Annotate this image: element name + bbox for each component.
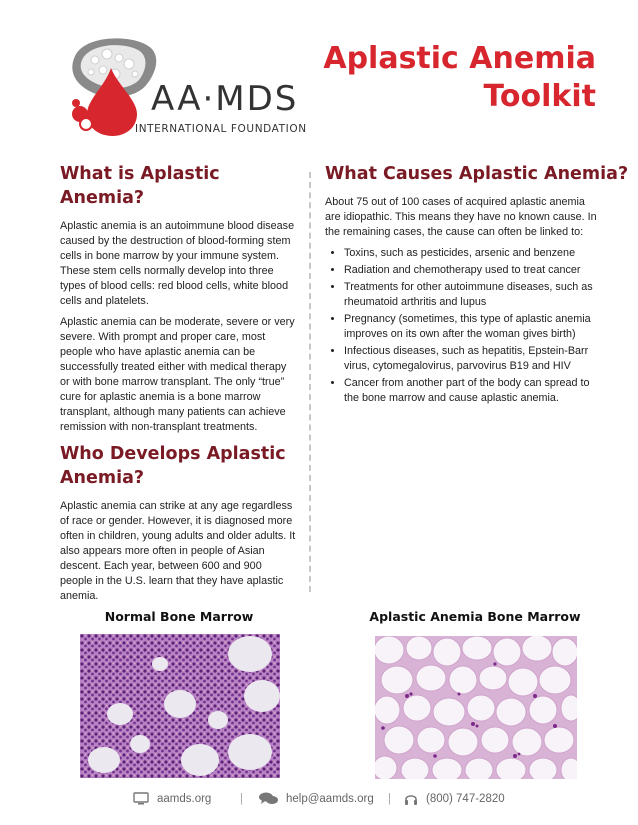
causes-list-item: • Toxins, such as pesticides, arsenic and benzene	[344, 246, 601, 261]
aplastic-bone-marrow-image	[375, 636, 577, 779]
who-develops-heading: Who Develops Aplastic Anemia?	[60, 444, 286, 488]
causes-list-item: • Radiation and chemotherapy used to treat cancer	[344, 263, 601, 278]
column-divider	[309, 172, 311, 592]
aamds-logo	[55, 34, 317, 138]
causes-intro: About 75 out of 100 cases of acquired aplastic anemia are idiopathic. This means they have no known cause. In the remaining cases, the cause can often be linked to:	[325, 196, 597, 238]
website-link[interactable]: aamds.org	[157, 792, 212, 805]
headset-icon	[404, 792, 418, 806]
phone-number[interactable]: (800) 747-2820	[426, 793, 505, 805]
causes-list-item: • Treatments for other autoimmune diseases, such as rheumatoid arthritis and lupus	[344, 280, 601, 310]
right-column	[325, 162, 629, 408]
what-is-heading: What is Aplastic Anemia?	[60, 164, 220, 208]
footer-website[interactable]	[133, 792, 211, 805]
what-is-paragraph-2: Aplastic anemia can be moderate, severe or very severe. With prompt and proper care, most people who have aplastic anemia can be successfully treated either with medical therapy or with bone marrow transplant. The only “true” cure for aplastic anemia is a bone marrow transplant, although many patients can achieve remission with non-transplant treatments.	[60, 316, 295, 433]
footer-email[interactable]	[259, 792, 374, 805]
normal-marrow-caption: Normal Bone Marrow	[104, 609, 254, 624]
causes-heading: What Causes Aplastic Anemia?	[325, 164, 629, 184]
footer	[0, 792, 638, 812]
title-line-2: Toolkit	[483, 79, 596, 114]
normal-bone-marrow-image	[80, 634, 280, 778]
causes-list-item: • Infectious diseases, such as hepatitis, Epstein-Barr virus, cytomegalovirus, parvovirus B19 and HIV	[344, 344, 601, 374]
what-is-paragraph-1: Aplastic anemia is an autoimmune blood disease caused by the destruction of blood-forming stem cells in bone marrow by your immune system. These stem cells normally develop into three types of blood cells: red blood cells, white blood cells and platelets.	[60, 220, 295, 307]
logo-name: AA·MDS	[151, 79, 299, 119]
footer-separator: |	[388, 793, 391, 805]
email-link[interactable]: help@aamds.org	[286, 792, 374, 805]
footer-separator: |	[240, 793, 243, 805]
chat-bubbles-icon	[259, 792, 278, 805]
causes-list	[325, 246, 601, 406]
monitor-icon	[133, 792, 149, 805]
who-develops-paragraph: Aplastic anemia can strike at any age regardless of race or gender. However, it is diagnosed more often in children, young adults and older adults. It also appears more often in people of Asian descent. Each year, between 600 and 900 people in the U.S. learn that they have aplastic anemia.	[60, 500, 296, 602]
footer-phone[interactable]	[404, 792, 505, 806]
aplastic-marrow-caption: Aplastic Anemia Bone Marrow	[369, 609, 581, 624]
causes-list-item: • Pregnancy (sometimes, this type of aplastic anemia improves on its own after the woman gives birth)	[344, 312, 601, 342]
causes-list-item: • Cancer from another part of the body can spread to the bone marrow and cause aplastic anemia.	[344, 376, 601, 406]
title-line-1: Aplastic Anemia	[323, 41, 596, 76]
document-title	[323, 40, 596, 116]
logo-subtitle: INTERNATIONAL FOUNDATION	[135, 123, 307, 135]
left-column	[60, 162, 296, 604]
